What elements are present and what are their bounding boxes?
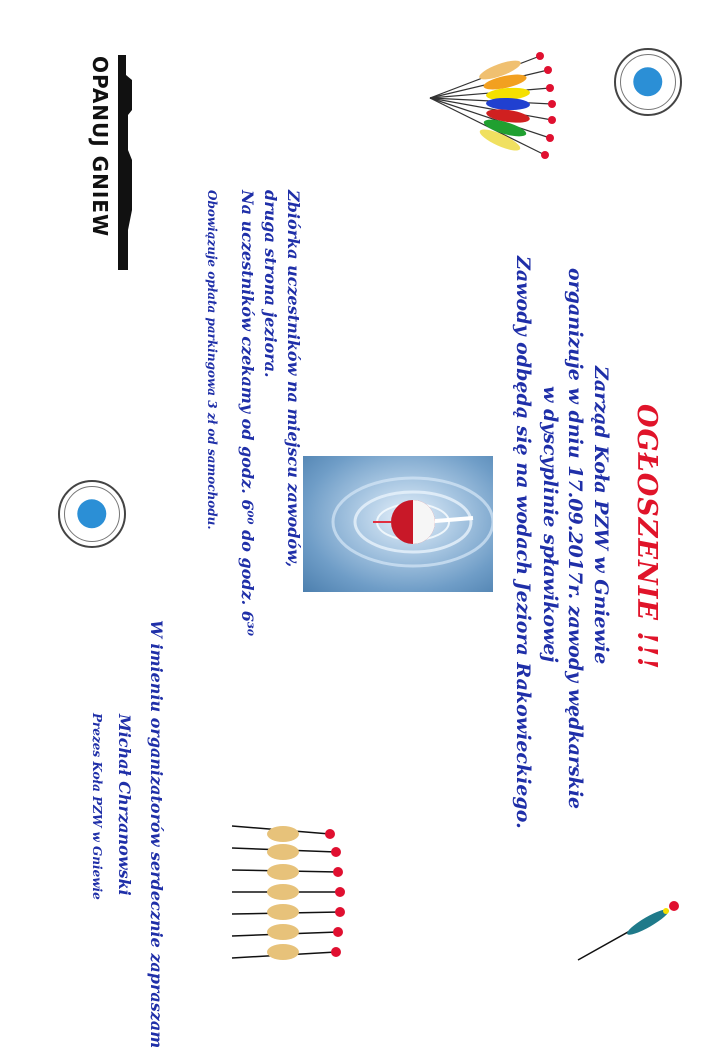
venue-line: Zawody odbędą się na wodach Jeziora Rakowieckiego. [512,256,534,829]
discipline-line: w dyscyplinie spławikowej [539,386,561,663]
meeting-line-1: Zbiórka uczestników na miejscu zawodów, [284,190,303,568]
meeting-line-2: druga strona jeziora. [261,190,280,378]
invite-line: W imieniu organizatorów serdecznie zapraszam [147,620,166,1048]
brand-text: OPANUJ GNIEW [88,56,112,238]
date-line: organizuje w dniu 17.09.2017r. zawody wędkarskie [564,268,586,810]
org-line: Zarząd Koła PZW w Gniewie [590,366,612,665]
meeting-line-4: Obowiązuje opłata parkingowa 3 zł od samochodu. [205,190,219,530]
signature-role: Prezes Koła PZW w Gniewie [90,713,104,900]
announcement-title: OGŁOSZENIE !!! [631,404,662,670]
signature: Michał Chrzanowski [115,714,134,896]
meeting-line-3: Na uczestników czekamy od godz. 6⁰⁰ do godz. 6³⁰ [238,190,257,636]
